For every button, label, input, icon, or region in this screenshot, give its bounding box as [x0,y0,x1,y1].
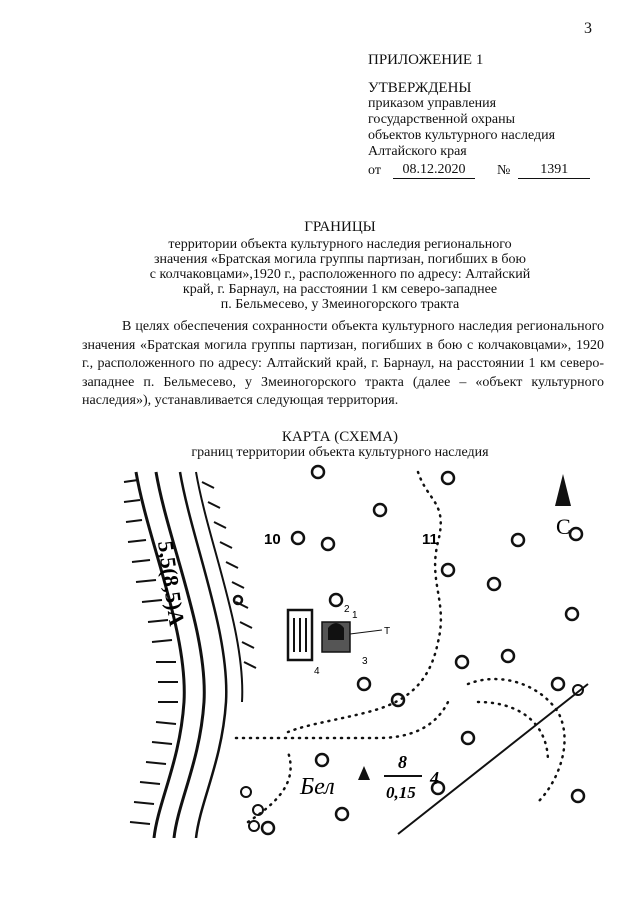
title-line-1: территории объекта культурного наследия регионального [168,237,512,252]
leader-line [398,684,588,834]
map-title-head: КАРТА (СХЕМА) [281,429,399,445]
title-line-5: п. Бельмесево, у Змеиногорского тракта [220,297,460,312]
approved-line-3: объектов культурного наследия [368,128,556,143]
approved-line-1: приказом управления [368,96,497,111]
approved-label: УТВЕРЖДЕНЫ [368,80,472,96]
approved-line-4: Алтайского края [368,144,467,159]
t-leader [350,630,382,634]
approved-line-2: государственной охраны [368,112,516,127]
cemetery-symbol [288,610,312,660]
depth-top: 8 [398,752,407,772]
title-head: ГРАНИЦЫ [304,219,376,235]
title-line-4: край, г. Барнаул, на расстоянии 1 км северо-западнее [182,282,498,297]
depth-right: 4 [430,768,439,788]
point-4: 4 [314,666,320,677]
order-date: 08.12.2020 [393,162,475,179]
north-arrow-icon [555,474,571,506]
point-t: Т [384,626,391,637]
river-label: Бел [300,774,335,800]
mark-11: 11 [422,531,438,548]
map-svg [118,462,598,838]
road [124,472,256,838]
point-2: 2 [344,604,350,615]
meadow-symbols [234,466,584,834]
map-title-sub: границ территории объекта культурного наследия [191,445,489,460]
point-1: 1 [352,610,358,621]
appendix-label: ПРИЛОЖЕНИЕ 1 [368,52,484,68]
map-title [80,430,600,460]
triangle-marker-icon [358,766,370,780]
point-3: 3 [362,656,368,667]
document-title [80,220,600,312]
road-label: 5,5(8,5)А [153,539,190,628]
number-sign: № [496,163,511,178]
road-edge-symbols [241,787,263,831]
order-number: 1391 [518,162,590,179]
north-label: С [556,514,571,539]
mark-10: 10 [264,531,281,548]
map-scheme [118,462,598,838]
title-line-2: значения «Братская могила группы партизан, погибших в бою [154,252,526,267]
monument-site [322,622,350,652]
order-line [368,162,618,179]
from-label: от [368,163,381,178]
appendix-header [368,52,618,179]
depth-bottom: 0,15 [386,783,416,802]
page-number: 3 [584,20,592,37]
title-line-3: с колчаковцами»,1920 г., расположенного по адресу: Алтайский [149,267,531,282]
body-paragraph: В целях обеспечения сохранности объекта культурного наследия регионального значения «Братская могила группы партизан, погибших в бою с колчаковцами», 1920 г., расположенного по адресу: Алтайский край, г. Барнаул, на расстоянии 1 км северо-западнее п. Бельмесево, у Змеиногорского тракта (далее – «объект культурного наследия»), устанавливается следующая территория. [82,319,604,408]
